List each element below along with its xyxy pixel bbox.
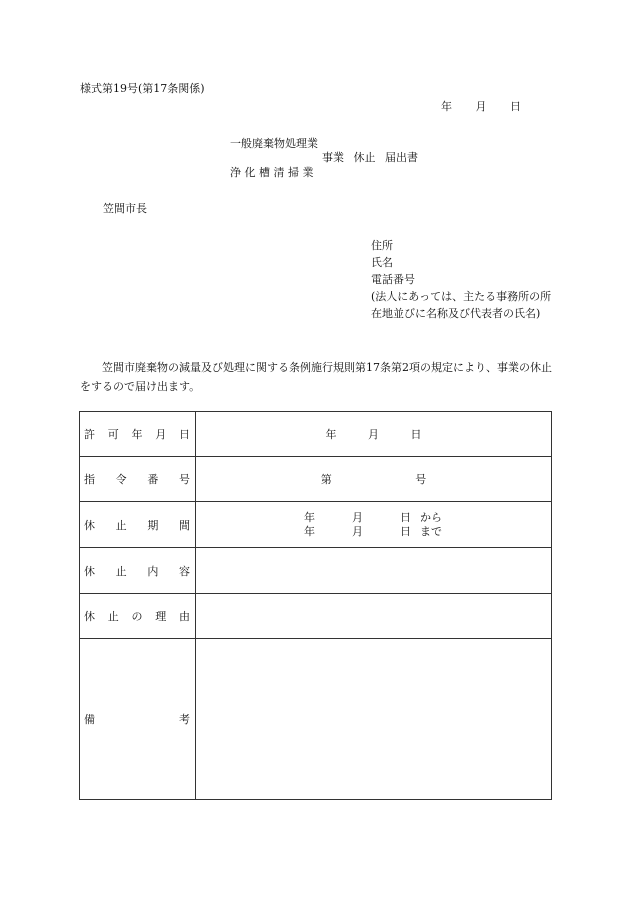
- corporate-note: (法人にあっては、主たる事務所の所在地並びに名称及び代表者の氏名): [371, 290, 552, 320]
- period-to: 年 月 日 まで: [304, 524, 442, 538]
- suspension-form-table: [79, 411, 552, 800]
- title-business-type-2: 浄 化 槽 清 掃 業: [230, 166, 314, 179]
- title-business-type-1: 一般廃棄物処理業: [230, 137, 318, 150]
- body-text: 笠間市廃棄物の減量及び処理に関する条例施行規則第17条第2項の規定により、事業の休止をするので届け出ます。: [80, 361, 552, 393]
- label-order-number: 指 令 番 号: [80, 457, 196, 502]
- document-title: 事業 休止 届出書: [322, 151, 418, 164]
- label-remarks: 備 考: [80, 639, 196, 800]
- label-suspension-period: 休 止 期 間: [80, 502, 196, 548]
- value-remarks[interactable]: [196, 639, 552, 800]
- addressee: 笠間市長: [103, 202, 147, 215]
- value-suspension-reason[interactable]: [196, 594, 552, 639]
- value-permit-date[interactable]: 年 月 日: [196, 412, 552, 457]
- submission-date: 年 月 日: [441, 100, 521, 113]
- row-order-number: [80, 457, 552, 502]
- address-label: 住所: [371, 239, 393, 252]
- period-from: 年 月 日 から: [304, 510, 442, 524]
- applicant-block: [371, 237, 561, 322]
- name-label: 氏名: [371, 256, 393, 269]
- value-suspension-content[interactable]: [196, 548, 552, 594]
- label-suspension-content: 休 止 内 容: [80, 548, 196, 594]
- row-suspension-reason: [80, 594, 552, 639]
- form-number: 様式第19号(第17条関係): [80, 82, 205, 95]
- value-suspension-period[interactable]: [196, 502, 552, 548]
- phone-label: 電話番号: [371, 273, 415, 286]
- label-permit-date: 許 可 年 月 日: [80, 412, 196, 457]
- row-remarks: [80, 639, 552, 800]
- label-suspension-reason: 休 止 の 理 由: [80, 594, 196, 639]
- row-suspension-period: [80, 502, 552, 548]
- row-suspension-content: [80, 548, 552, 594]
- row-permit-date: [80, 412, 552, 457]
- value-order-number[interactable]: 第 号: [196, 457, 552, 502]
